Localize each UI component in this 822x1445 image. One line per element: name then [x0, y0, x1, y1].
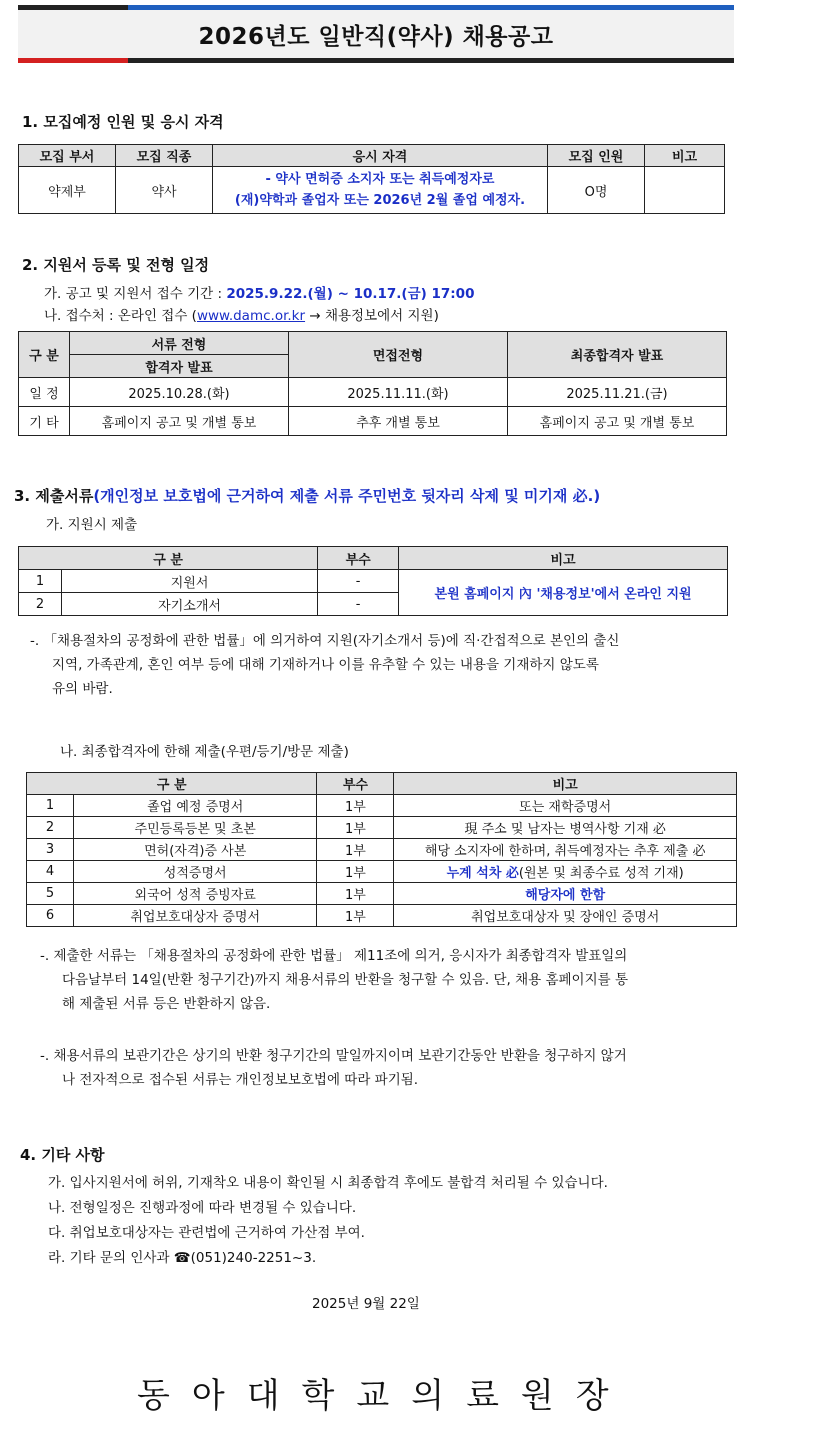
apply-docs-table: [18, 546, 728, 616]
final-doc-qty: 1부: [317, 839, 394, 861]
th-final-note: 비고: [394, 773, 737, 795]
final-doc-name: 외국어 성적 증빙자료: [74, 883, 317, 905]
cell-note: [645, 167, 725, 214]
schedule-interview: 2025.11.11.(화): [289, 378, 508, 407]
final-doc-note-text: 現 주소 및 남자는 병역사항 기재 必: [464, 822, 666, 837]
final-doc-row: [27, 795, 737, 817]
th-interview: 면접전형: [289, 332, 508, 378]
final-doc-note: [394, 883, 737, 905]
th-job: 모집 직종: [116, 145, 213, 167]
row-other-label: 기 타: [19, 407, 70, 436]
period-label: 가. 공고 및 지원서 접수 기간 :: [44, 286, 227, 302]
final-doc-no: 1: [27, 795, 74, 817]
para2-line3: 해 제출된 서류 등은 반환하지 않음.: [62, 996, 271, 1012]
misc-line-2: 나. 전형일정은 진행과정에 따라 변경될 수 있습니다.: [48, 1200, 357, 1216]
final-docs-table: [26, 772, 737, 927]
final-doc-no: 6: [27, 905, 74, 927]
th-count: 모집 인원: [548, 145, 645, 167]
contact-phone: (051)240-2251~3.: [190, 1250, 317, 1266]
th-final: 최종합격자 발표: [508, 332, 727, 378]
cell-qualification: [213, 167, 548, 214]
final-doc-row: [27, 817, 737, 839]
final-doc-highlight: 누계 석차 必: [446, 866, 519, 881]
th-final-qty: 부수: [317, 773, 394, 795]
apply-doc-qty: -: [318, 593, 399, 616]
title-banner: [18, 5, 734, 63]
final-doc-note: [394, 817, 737, 839]
final-doc-qty: 1부: [317, 883, 394, 905]
row-schedule-label: 일 정: [19, 378, 70, 407]
th-document: 서류 전형: [70, 332, 289, 355]
th-final-gubun: 구 분: [27, 773, 317, 795]
apply-doc-name: 자기소개서: [62, 593, 318, 616]
th-apply-gubun: 구 분: [19, 547, 318, 570]
final-doc-name: 졸업 예정 증명서: [74, 795, 317, 817]
other-document: 홈페이지 공고 및 개별 통보: [70, 407, 289, 436]
misc-line-1: 가. 입사지원서에 허위, 기재착오 내용이 확인될 시 최종합격 후에도 불합격 처리될 수 있습니다.: [48, 1175, 608, 1191]
final-doc-no: 2: [27, 817, 74, 839]
para2-line2: 다음날부터 14일(반환 청구기간)까지 채용서류의 반환을 청구할 수 있음. 단, 채용 홈페이지를 통: [62, 972, 629, 988]
final-doc-row: [27, 883, 737, 905]
section3-privacy-note: (개인정보 보호법에 근거하여 제출 서류 주민번호 뒷자리 삭제 및 미기재 必.): [93, 487, 601, 505]
apply-doc-qty: -: [318, 570, 399, 593]
final-doc-name: 취업보호대상자 증명서: [74, 905, 317, 927]
section3-title: 3. 제출서류: [14, 487, 94, 505]
final-doc-note: [394, 905, 737, 927]
cell-count: O명: [548, 167, 645, 214]
schedule-document: 2025.10.28.(화): [70, 378, 289, 407]
place-suffix: → 채용정보에서 지원): [305, 308, 439, 324]
submit-final-only: 나. 최종합격자에 한해 제출(우편/등기/방문 제출): [60, 744, 349, 760]
signature-text: 동아대학교의료원장: [137, 1376, 631, 1416]
issuer-signature: [137, 1368, 631, 1417]
section4-heading: 4. 기타 사항: [20, 1146, 105, 1164]
final-doc-qty: 1부: [317, 905, 394, 927]
final-doc-note-text: 또는 재학증명서: [519, 800, 612, 815]
application-period: [44, 282, 474, 302]
apply-doc-no: 2: [19, 593, 62, 616]
th-note: 비고: [645, 145, 725, 167]
final-doc-qty: 1부: [317, 861, 394, 883]
final-doc-name: 성적증명서: [74, 861, 317, 883]
misc-line-3: 다. 취업보호대상자는 관련법에 근거하여 가산점 부여.: [48, 1225, 365, 1241]
th-apply-note: 비고: [399, 547, 728, 570]
period-dates: 2025.9.22.(월) ~ 10.17.(금) 17:00: [226, 286, 475, 302]
cell-dept: 약제부: [19, 167, 116, 214]
section1-heading: 1. 모집예정 인원 및 응시 자격: [22, 113, 224, 131]
privacy-paragraph: [30, 629, 750, 701]
para3-line1: -. 채용서류의 보관기간은 상기의 반환 청구기간의 말일까지이며 보관기간동안 반환을 청구하지 않거: [40, 1048, 627, 1064]
cell-job: 약사: [116, 167, 213, 214]
final-doc-row: [27, 861, 737, 883]
th-apply-qty: 부수: [318, 547, 399, 570]
phone-icon: ☎: [173, 1250, 191, 1266]
final-doc-qty: 1부: [317, 817, 394, 839]
final-doc-note: [394, 795, 737, 817]
return-paragraph: [40, 944, 760, 1016]
schedule-final: 2025.11.21.(금): [508, 378, 727, 407]
title-bottom-stripe: [18, 58, 734, 63]
para2-line1: -. 제출한 서류는 「채용절차의 공정화에 관한 법률」 제11조에 의거, 응시자가 최종합격자 발표일의: [40, 948, 628, 964]
final-doc-note: [394, 861, 737, 883]
retention-paragraph: [40, 1044, 760, 1092]
th-qualification: 응시 자격: [213, 145, 548, 167]
final-doc-note-text: 취업보호대상자 및 장애인 증명서: [471, 910, 660, 925]
final-doc-row: [27, 839, 737, 861]
apply-doc-no: 1: [19, 570, 62, 593]
section3-heading: [14, 485, 600, 506]
section2-heading: 2. 지원서 등록 및 전형 일정: [22, 256, 210, 274]
para3-line2: 나 전자적으로 접수된 서류는 개인정보보호법에 따라 파기됨.: [62, 1072, 419, 1088]
schedule-table: [18, 331, 727, 436]
misc-line-4: [48, 1246, 316, 1266]
para1-line3: 유의 바람.: [52, 681, 113, 697]
contact-label: 라. 기타 문의 인사과: [48, 1250, 174, 1266]
final-doc-name: 면허(자격)증 사본: [74, 839, 317, 861]
notice-date: 2025년 9월 22일: [312, 1296, 420, 1312]
title-top-stripe: [18, 5, 734, 10]
submit-on-apply: 가. 지원시 제출: [46, 517, 138, 533]
place-label: 나. 접수처 : 온라인 접수 (: [44, 308, 197, 324]
final-doc-qty: 1부: [317, 795, 394, 817]
para1-line2: 지역, 가족관계, 혼인 여부 등에 대해 기재하거나 이를 유추할 수 있는 내용을 기재하지 않도록: [52, 657, 599, 673]
qualification-line1: - 약사 면허증 소지자 또는 취득예정자로: [265, 172, 495, 187]
apply-online-note: 본원 홈페이지 內 '채용정보'에서 온라인 지원: [399, 570, 728, 616]
final-doc-row: [27, 905, 737, 927]
other-final: 홈페이지 공고 및 개별 통보: [508, 407, 727, 436]
final-doc-note-text: 해당 소지자에 한하며, 취득예정자는 추후 제출 必: [424, 844, 706, 859]
th-dept: 모집 부서: [19, 145, 116, 167]
application-place: [44, 304, 439, 324]
final-doc-note-text: (원본 및 최종수료 성적 기재): [518, 866, 684, 881]
website-link[interactable]: www.damc.or.kr: [196, 308, 306, 324]
recruit-table: [18, 144, 725, 214]
th-gubun: 구 분: [19, 332, 70, 378]
final-doc-no: 4: [27, 861, 74, 883]
final-doc-highlight: 해당자에 한함: [525, 888, 606, 903]
other-interview: 추후 개별 통보: [289, 407, 508, 436]
final-doc-note: [394, 839, 737, 861]
th-document-result: 합격자 발표: [70, 355, 289, 378]
final-doc-no: 5: [27, 883, 74, 905]
page-title: 2026년도 일반직(약사) 채용공고: [198, 24, 554, 50]
final-doc-no: 3: [27, 839, 74, 861]
apply-doc-name: 지원서: [62, 570, 318, 593]
qualification-line2: (재)약학과 졸업자 또는 2026년 2월 졸업 예정자.: [234, 193, 526, 208]
para1-line1: -. 「채용절차의 공정화에 관한 법률」에 의거하여 지원(자기소개서 등)에 직·간접적으로 본인의 출신: [30, 633, 620, 649]
final-doc-name: 주민등록등본 및 초본: [74, 817, 317, 839]
